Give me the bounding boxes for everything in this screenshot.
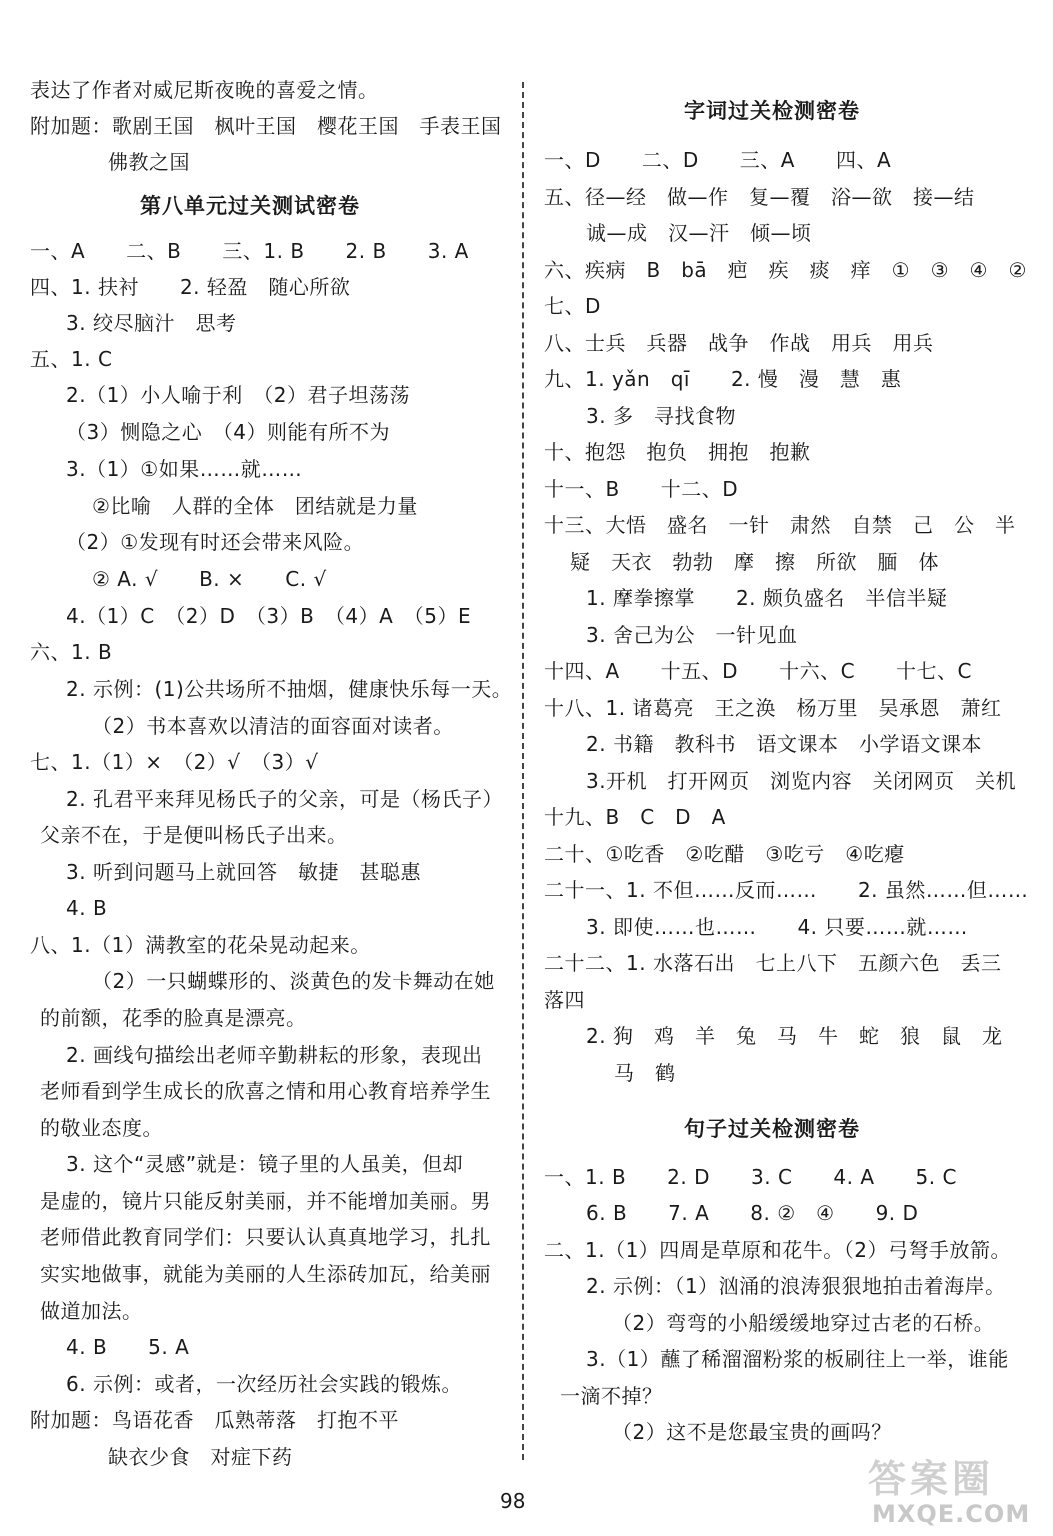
text-line: 四、1. 扶衬 2. 轻盈 随心所欲 [30,275,351,299]
text-line: （2）书本喜欢以清洁的面容面对读者。 [92,714,454,738]
text-line: 十八、1. 诸葛亮 王之涣 杨万里 吴承恩 萧红 [544,696,1002,720]
text-line: 4.（1）C （2）D （3）B （4）A （5）E [66,604,472,628]
text-line: 七、1.（1）× （2）√ （3）√ [30,750,319,774]
text-line: 一、A 二、B 三、1. B 2. B 3. A [30,239,469,263]
watermark [868,1458,1048,1532]
text-line: 表达了作者对威尼斯夜晚的喜爱之情。 [30,78,379,102]
text-line: 五、1. C [30,347,113,371]
text-line: （2）弯弯的小船缓缓地穿过古老的石桥。 [612,1311,995,1335]
text-line: 2. 示例：（1）汹涌的浪涛狠狠地拍击着海岸。 [586,1274,1006,1298]
text-line: 二十二、1. 水落石出 七上八下 五颜六色 丢三 [544,951,1002,975]
text-line: 1. 摩拳擦掌 2. 颇负盛名 半信半疑 [586,586,948,610]
section-title: 第八单元过关测试密卷 [140,194,360,218]
text-line: 4. B [66,896,108,920]
text-line: 一、1. B 2. D 3. C 4. A 5. C [544,1165,957,1189]
text-line: 2. 狗 鸡 羊 兔 马 牛 蛇 狼 鼠 龙 [586,1024,1003,1048]
text-line: 七、D [544,294,601,318]
text-line: 2.（1）小人喻于利 （2）君子坦荡荡 [66,383,411,407]
text-line: 疑 天衣 勃勃 摩 擦 所欲 腼 体 [570,550,939,574]
text-line: 二、1.（1）四周是草原和花牛。（2）弓弩手放箭。 [544,1238,1012,1262]
text-line: 附加题：歌剧王国 枫叶王国 樱花王国 手表王国 [30,114,502,138]
text-line: 4. B 5. A [66,1335,190,1359]
text-line: 六、疾病 B bā 疤 疾 痰 痒 ① ③ ④ ② [544,258,1027,282]
text-line: 做道加法。 [40,1299,143,1323]
watermark-url: MXQE.COM [872,1500,1031,1528]
text-line: （3）恻隐之心 （4）则能有所不为 [66,420,390,444]
text-line: 八、1.（1）满教室的花朵晃动起来。 [30,933,371,957]
text-line: 是虚的，镜片只能反射美丽，并不能增加美丽。男 [40,1189,491,1213]
text-line: 3. 听到问题马上就回答 敏捷 甚聪惠 [66,860,421,884]
text-line: 的敬业态度。 [40,1116,163,1140]
text-line: 3. 绞尽脑汁 思考 [66,311,237,335]
text-line: 一滴不掉？ [560,1384,663,1408]
text-line: ② A. √ B. × C. √ [92,567,327,591]
column-divider [522,82,524,1460]
text-line: 十九、B C D A [544,805,726,829]
text-line: 2. 孔君平来拜见杨氏子的父亲，可是（杨氏子） [66,787,503,811]
text-line: 实实地做事，就能为美丽的人生添砖加瓦，给美丽 [40,1262,491,1286]
text-line: 3. 即使……也…… 4. 只要……就…… [586,915,968,939]
text-line: 老师借此教育同学们：只要认认真真地学习，扎扎 [40,1225,491,1249]
text-line: （2）①发现有时还会带来风险。 [66,530,365,554]
text-line: 缺衣少食 对症下药 [108,1445,293,1469]
text-line: 2. 书籍 教科书 语文课本 小学语文课本 [586,732,982,756]
text-line: 3. 这个“灵感”就是：镜子里的人虽美，但却 [66,1152,464,1176]
text-line: 3. 多 寻找食物 [586,404,736,428]
text-line: 附加题：鸟语花香 瓜熟蒂落 打抱不平 [30,1408,399,1432]
text-line: （2）这不是您最宝贵的画吗？ [612,1420,892,1444]
text-line: 六、1. B [30,640,113,664]
text-line: 五、径—经 做—作 复—覆 浴—欲 接—结 [544,185,975,209]
text-line: ②比喻 人群的全体 团结就是力量 [92,494,418,518]
text-line: 落四 [544,988,585,1012]
text-line: （2）一只蝴蝶形的、淡黄色的发卡舞动在她 [92,969,495,993]
text-line: 3.开机 打开网页 浏览内容 关闭网页 关机 [586,769,1017,793]
section-title: 字词过关检测密卷 [684,99,860,123]
text-line: 一、D 二、D 三、A 四、A [544,148,892,172]
text-line: 老师看到学生成长的欣喜之情和用心教育培养学生 [40,1079,491,1103]
text-line: 二十、①吃香 ②吃醋 ③吃亏 ④吃瘪 [544,842,905,866]
page-number: 98 [500,1489,526,1513]
text-line: 九、1. yǎn qī 2. 慢 漫 慧 惠 [544,367,902,391]
text-line: 6. 示例：或者，一次经历社会实践的锻炼。 [66,1372,462,1396]
text-line: 诚—成 汉—汗 倾—顷 [586,221,812,245]
section-title: 句子过关检测密卷 [684,1117,860,1141]
text-line: 3.（1）①如果……就…… [66,457,303,481]
text-line: 二十一、1. 不但……反而…… 2. 虽然……但…… [544,878,1029,902]
text-line: 十三、大悟 盛名 一针 肃然 自禁 己 公 半 [544,513,1016,537]
text-line: 十一、B 十二、D [544,477,739,501]
text-line: 2. 画线句描绘出老师辛勤耕耘的形象，表现出 [66,1043,483,1067]
text-line: 八、士兵 兵器 战争 作战 用兵 用兵 [544,331,934,355]
text-line: 6. B 7. A 8. ② ④ 9. D [586,1201,919,1225]
text-line: 2. 示例：(1)公共场所不抽烟，健康快乐每一天。 [66,677,513,701]
text-line: 3. 舍己为公 一针见血 [586,623,798,647]
watermark-logo: 答案圈 [868,1457,995,1501]
text-line: 3.（1）蘸了稀溜溜粉浆的板刷往上一举，谁能 [586,1347,1009,1371]
text-line: 十四、A 十五、D 十六、C 十七、C [544,659,973,683]
text-line: 十、抱怨 抱负 拥抱 抱歉 [544,440,811,464]
text-line: 的前额，花季的脸真是漂亮。 [40,1006,307,1030]
text-line: 父亲不在，于是便叫杨氏子出来。 [40,823,348,847]
text-line: 马 鹤 [614,1061,676,1085]
text-line: 佛教之国 [108,150,190,174]
